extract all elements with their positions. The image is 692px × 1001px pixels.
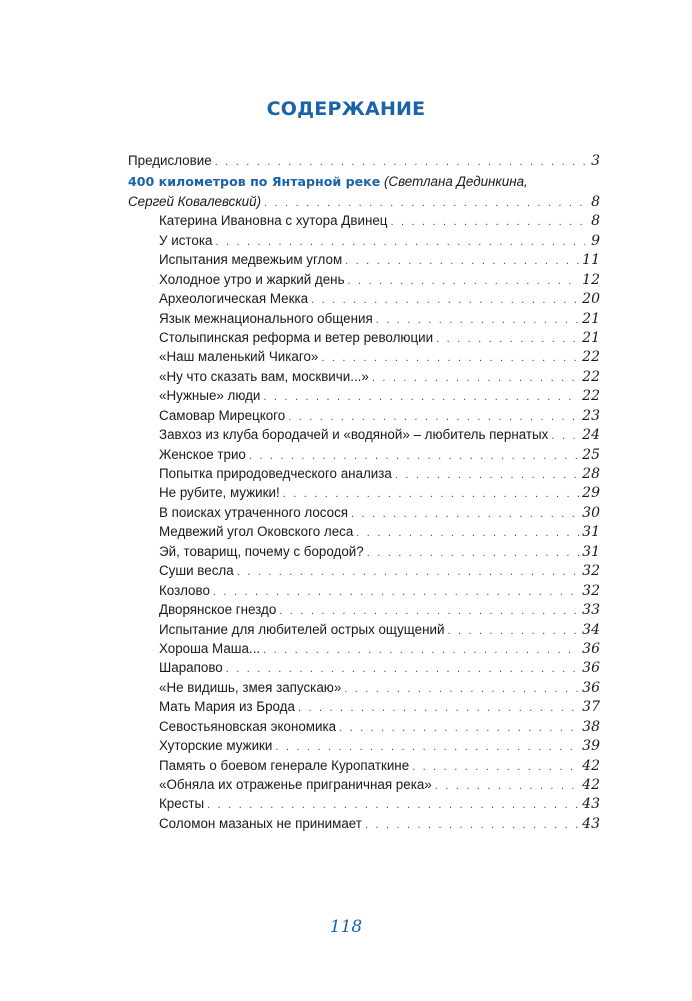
toc-entry: [128, 386, 600, 405]
toc-entry-page: 11: [582, 252, 600, 269]
toc-entry-page: 33: [582, 602, 600, 619]
toc-entry: [128, 794, 600, 813]
toc-entry-title: Археологическая Мекка: [159, 291, 309, 307]
dot-leader: [351, 505, 579, 524]
toc-entry: [128, 464, 600, 483]
toc-entry: [128, 561, 600, 580]
dot-leader: [356, 524, 579, 543]
toc-entry: [128, 814, 600, 833]
toc-entry-page: 42: [582, 757, 600, 774]
dot-leader: [263, 641, 579, 660]
toc-entry: [128, 736, 600, 755]
toc-entry-title: «Обняла их отраженье приграничная река»: [159, 777, 432, 792]
toc-entry-title: Мать Мария из Брода: [159, 699, 295, 715]
toc-entry: [128, 211, 600, 230]
page-number: 118: [329, 917, 363, 937]
dot-leader: [551, 427, 579, 446]
toc-entry-page: 3: [591, 153, 600, 169]
toc-entry-title: Соломон мазаных не принимает: [159, 815, 362, 831]
dot-leader: [348, 272, 580, 291]
toc-entry-title: Хуторские мужики: [159, 738, 273, 754]
toc-entry-title: Завхоз из клуба бородачей и «водяной» – любитель пернатых: [159, 427, 549, 443]
toc-entry-preface: [128, 151, 600, 170]
toc-entry-page: 21: [582, 310, 600, 327]
toc-entry-title: Испытание для любителей острых ощущений: [159, 621, 445, 637]
toc-entry: [128, 309, 600, 328]
toc-entry-title: Столыпинская реформа и ветер революции: [159, 329, 434, 345]
toc-entry-title: Язык межнационального общения: [159, 310, 373, 326]
toc-entry: [128, 639, 600, 658]
toc-entry-page: 43: [582, 815, 600, 832]
toc-entry-page: 25: [582, 446, 600, 463]
toc-entry-page: 31: [582, 543, 600, 560]
dot-leader: [372, 369, 579, 388]
toc-entry: [128, 678, 600, 697]
toc-entry-title: Память о боевом генерале Куропаткине: [159, 757, 410, 773]
toc-entry-page: 43: [582, 796, 600, 813]
toc-entry: [128, 289, 600, 308]
toc-entry-page: 22: [582, 368, 600, 385]
table-of-contents: [128, 151, 600, 833]
toc-entry: [128, 600, 600, 619]
dot-leader: [367, 544, 579, 563]
page-title: СОДЕРЖАНИЕ: [266, 98, 426, 120]
toc-entry-page: 8: [591, 213, 600, 230]
dot-leader: [237, 563, 579, 582]
toc-entry: [128, 503, 600, 522]
dot-leader: [412, 758, 579, 777]
toc-entry-page: 38: [582, 718, 600, 735]
toc-entry-title: Эй, товарищ, почему с бородой?: [159, 543, 364, 559]
toc-entry-title: «Не видишь, змея запускаю»: [159, 679, 342, 695]
toc-entry-title: Самовар Мирецкого: [159, 407, 286, 423]
toc-entry-page: 36: [582, 660, 600, 677]
toc-entry-page: 12: [582, 271, 600, 288]
toc-entry-page: 31: [582, 524, 600, 541]
toc-entry-title: Медвежий угол Оковского леса: [159, 524, 354, 540]
toc-entry-title: Козлово: [159, 582, 210, 598]
toc-entry-title: Холодное утро и жаркий день: [159, 271, 345, 287]
dot-leader: [345, 252, 579, 271]
toc-entry-page: 34: [582, 621, 600, 638]
toc-entry: [128, 425, 600, 444]
dot-leader: [344, 680, 579, 699]
toc-entry-page: 32: [582, 582, 600, 599]
toc-entry: [128, 717, 600, 736]
toc-entry-page: 30: [582, 504, 600, 521]
toc-entry-title: Дворянское гнездо: [159, 602, 277, 618]
toc-entry-page: 36: [582, 640, 600, 657]
toc-entry: [128, 756, 600, 775]
toc-entry-title: Кресты: [159, 796, 205, 812]
dot-leader: [395, 466, 579, 485]
toc-entry-title: Шарапово: [159, 660, 223, 676]
dot-leader: [435, 777, 579, 796]
toc-entry: [128, 658, 600, 677]
dot-leader: [436, 330, 579, 349]
toc-entry: [128, 697, 600, 716]
toc-entry: [128, 328, 600, 347]
toc-entry-page: 36: [582, 679, 600, 696]
dot-leader: [339, 719, 579, 738]
toc-entry: [128, 445, 600, 464]
toc-entry-title: Попытка природоведческого анализа: [159, 466, 392, 481]
toc-entry-title: Испытания медвежьим углом: [159, 252, 343, 268]
toc-entry-title: Катерина Ивановна с хутора Двинец: [159, 213, 388, 229]
toc-entry-title: «Нужные» люди: [159, 388, 261, 404]
toc-entry-title: Хороша Маша...: [159, 640, 261, 656]
toc-entry-page: 37: [582, 699, 600, 716]
toc-section-line-2: [128, 192, 600, 211]
toc-section-authors: (Светлана Дединкина,: [383, 174, 528, 190]
dot-leader: [263, 388, 579, 407]
toc-entry: [128, 231, 600, 250]
toc-entry-list: [128, 211, 600, 833]
toc-entry-title: Суши весла: [159, 563, 234, 579]
toc-entry-title: Женское трио: [159, 446, 246, 462]
toc-entry: [128, 581, 600, 600]
toc-entry-page: 28: [582, 466, 600, 482]
toc-entry-title: У истока: [159, 232, 213, 248]
toc-section-page: 8: [591, 193, 600, 210]
toc-entry-title: «Ну что сказать вам, москвичи...»: [159, 368, 369, 384]
toc-entry: [128, 620, 600, 639]
toc-entry-page: 29: [582, 485, 600, 502]
toc-entry: [128, 250, 600, 269]
toc-entry: [128, 347, 600, 366]
toc-entry-page: 23: [582, 407, 600, 424]
dot-leader: [298, 699, 579, 718]
toc-entry: [128, 522, 600, 541]
toc-entry: [128, 367, 600, 386]
toc-entry: [128, 775, 600, 794]
toc-entry-page: 32: [582, 563, 600, 580]
toc-entry-page: 22: [582, 349, 600, 366]
dot-leader: [365, 816, 579, 835]
toc-entry-page: 21: [582, 329, 600, 346]
toc-entry-page: 20: [582, 291, 600, 308]
toc-entry-page: 24: [582, 427, 600, 444]
toc-entry-title: Не рубите, мужики!: [159, 485, 280, 501]
toc-entry: [128, 483, 600, 502]
toc-entry-page: 42: [582, 777, 600, 793]
dot-leader: [215, 153, 585, 172]
toc-entry-page: 39: [582, 738, 600, 755]
toc-entry-title: Севостьяновская экономика: [159, 718, 337, 734]
toc-section: [128, 172, 600, 211]
toc-entry: [128, 542, 600, 561]
toc-section-authors-cont: Сергей Ковалевский): [128, 193, 262, 209]
toc-entry-title: В поисках утраченного лосося: [159, 504, 349, 520]
toc-entry-title: «Наш маленький Чикаго»: [159, 349, 319, 365]
toc-entry: [128, 406, 600, 425]
toc-entry-page: 9: [591, 232, 600, 249]
dot-leader: [447, 622, 579, 641]
dot-leader: [390, 213, 585, 232]
toc-entry: [128, 270, 600, 289]
toc-section-title: 400 километров по Янтарной реке: [128, 174, 381, 190]
toc-entry-title: Предисловие: [128, 153, 212, 168]
toc-section-line: [128, 172, 600, 191]
toc-entry-page: 22: [582, 388, 600, 405]
